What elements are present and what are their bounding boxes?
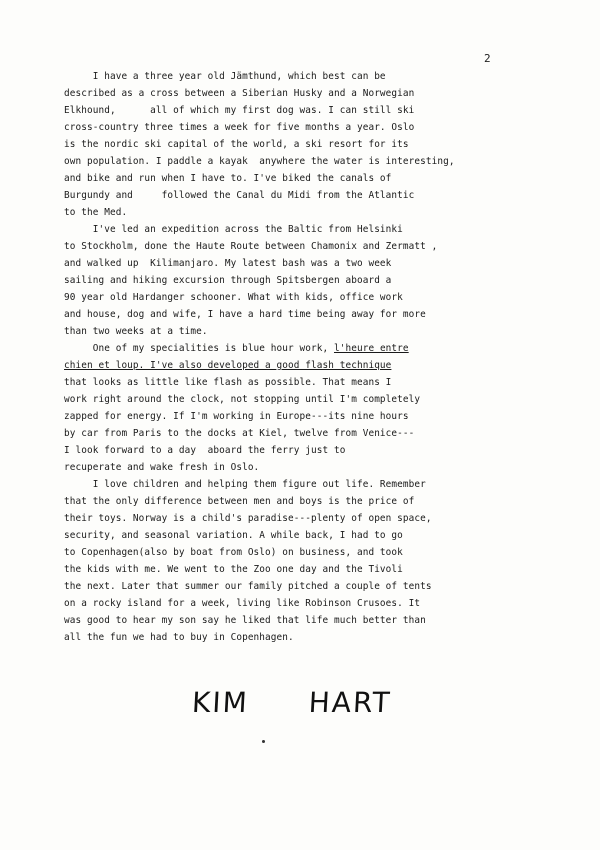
ink-dot [262, 740, 265, 743]
text-line: the kids with me. We went to the Zoo one day and the Tivoli [64, 564, 403, 575]
text-line [64, 340, 544, 357]
text-line-start: One of my specialities is blue hour work, [64, 343, 334, 354]
text-line: than two weeks at a time. [64, 326, 208, 337]
text-line: I have a three year old Jämthund, which best can be [64, 71, 386, 82]
text-line: Elkhound, all of which my first dog was. I can still ski [64, 105, 415, 116]
signature-last-name: HART [307, 686, 393, 719]
text-line: recuperate and wake fresh in Oslo. [64, 462, 260, 473]
text-line: is the nordic ski capital of the world, a ski resort for its [64, 139, 409, 150]
text-line: sailing and hiking excursion through Spitsbergen aboard a [64, 275, 392, 286]
letter-body [64, 68, 544, 646]
text-line: the next. Later that summer our family pitched a couple of tents [64, 581, 432, 592]
text-line: that looks as little like flash as possible. That means I [64, 377, 392, 388]
text-line: and house, dog and wife, I have a hard time being away for more [64, 309, 426, 320]
text-line: chien et loup. I've also developed a good flash technique [64, 360, 392, 371]
signature-first-name: KIM [191, 686, 250, 719]
text-line: was good to hear my son say he liked that life much better than [64, 615, 426, 626]
text-line: 90 year old Hardanger schooner. What with kids, office work [64, 292, 403, 303]
text-line: their toys. Norway is a child's paradise---plenty of open space, [64, 513, 432, 524]
paragraph-2 [64, 221, 544, 340]
underlined-phrase: l'heure entre [333, 343, 409, 354]
text-line: own population. I paddle a kayak anywhere the water is interesting, [64, 156, 455, 167]
text-line: Burgundy and followed the Canal du Midi from the Atlantic [64, 190, 415, 201]
text-line: cross-country three times a week for five months a year. Oslo [64, 122, 415, 133]
text-line: to Stockholm, done the Haute Route between Chamonix and Zermatt , [64, 241, 438, 252]
text-line: all the fun we had to buy in Copenhagen. [64, 632, 294, 643]
text-line: work right around the clock, not stopping until I'm completely [64, 394, 421, 405]
paragraph-4 [64, 476, 544, 646]
paragraph-1 [64, 68, 544, 221]
handwritten-signature [191, 686, 392, 719]
text-line: I love children and helping them figure out life. Remember [64, 479, 426, 490]
text-line: to the Med. [64, 207, 128, 218]
paragraph-3 [64, 340, 544, 476]
text-line: and walked up Kilimanjaro. My latest bash was a two week [64, 258, 392, 269]
text-line: I look forward to a day aboard the ferry just to [64, 445, 346, 456]
text-line: I've led an expedition across the Baltic from Helsinki [64, 224, 403, 235]
text-line: that the only difference between men and boys is the price of [64, 496, 415, 507]
text-line: security, and seasonal variation. A while back, I had to go [64, 530, 403, 541]
text-line: and bike and run when I have to. I've biked the canals of [64, 173, 392, 184]
text-line: on a rocky island for a week, living like Robinson Crusoes. It [64, 598, 421, 609]
text-line: zapped for energy. If I'm working in Europe---its nine hours [64, 411, 409, 422]
text-line: by car from Paris to the docks at Kiel, twelve from Venice--- [64, 428, 415, 439]
text-line: to Copenhagen(also by boat from Oslo) on business, and took [64, 547, 403, 558]
page-number: 2 [484, 52, 491, 65]
text-line: described as a cross between a Siberian Husky and a Norwegian [64, 88, 415, 99]
